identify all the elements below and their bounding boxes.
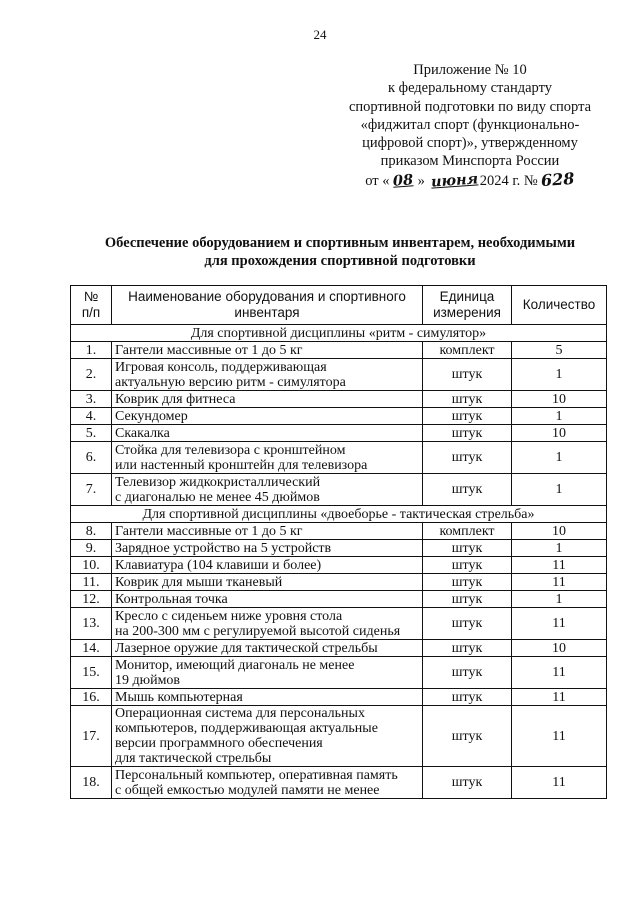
- item-name-line: на 200-300 мм с регулируемой высотой сиденья: [115, 623, 401, 639]
- item-unit: штук: [423, 706, 512, 767]
- item-unit: штук: [423, 442, 512, 474]
- handwritten-day: 08: [392, 171, 415, 190]
- item-unit: штук: [423, 408, 512, 425]
- title-line: для прохождения спортивной подготовки: [204, 253, 476, 269]
- item-name-line: компьютеров, поддерживающая актуальные: [115, 721, 378, 736]
- item-name-line: 19 дюймов: [115, 672, 181, 688]
- item-name-line: Телевизор жидкокристаллический: [115, 474, 321, 490]
- item-quantity: 10: [512, 640, 607, 657]
- item-name-line: или настенный кронштейн для телевизора: [115, 457, 368, 473]
- row-number: 12.: [71, 591, 112, 608]
- item-name-line: с диагональю не менее 45 дюймов: [115, 489, 320, 505]
- section-label: Для спортивной дисциплины «ритм - симулятор»: [71, 325, 607, 342]
- row-number: 6.: [71, 442, 112, 474]
- row-number: 1.: [71, 342, 112, 359]
- date-prefix: от «: [365, 172, 390, 189]
- item-name: [112, 391, 423, 408]
- table-row: [71, 474, 607, 506]
- row-number: 7.: [71, 474, 112, 506]
- year-text: 2024 г. №: [479, 172, 538, 189]
- item-unit: комплект: [423, 523, 512, 540]
- table-row: [71, 706, 607, 767]
- item-unit: штук: [423, 359, 512, 391]
- item-name: [112, 523, 423, 540]
- item-quantity: 1: [512, 408, 607, 425]
- item-name: [112, 706, 423, 767]
- row-number: 15.: [71, 657, 112, 689]
- appendix-line: «фиджитал спорт (функционально-: [360, 116, 580, 133]
- item-unit: штук: [423, 557, 512, 574]
- table-row: [71, 557, 607, 574]
- item-quantity: 1: [512, 442, 607, 474]
- item-unit: штук: [423, 391, 512, 408]
- row-number: 17.: [71, 706, 112, 767]
- item-name-line: Стойка для телевизора с кронштейном: [115, 442, 346, 458]
- item-name-line: Лазерное оружие для тактической стрельбы: [115, 640, 378, 656]
- item-quantity: 11: [512, 574, 607, 591]
- item-quantity: 11: [512, 557, 607, 574]
- date-mid: »: [417, 172, 425, 189]
- item-unit: штук: [423, 591, 512, 608]
- item-name: [112, 574, 423, 591]
- item-unit: штук: [423, 657, 512, 689]
- item-name-line: Секундомер: [115, 408, 188, 424]
- item-quantity: 11: [512, 706, 607, 767]
- row-number: 4.: [71, 408, 112, 425]
- item-name: [112, 591, 423, 608]
- table-row: [71, 359, 607, 391]
- item-name: [112, 608, 423, 640]
- table-row: [71, 574, 607, 591]
- item-name-line: Кресло с сиденьем ниже уровня стола: [115, 608, 343, 624]
- item-quantity: 10: [512, 391, 607, 408]
- item-name: [112, 640, 423, 657]
- row-number: 5.: [71, 425, 112, 442]
- item-name-line: Коврик для фитнеса: [115, 391, 236, 407]
- row-number: 10.: [71, 557, 112, 574]
- table-row: [71, 689, 607, 706]
- item-unit: штук: [423, 640, 512, 657]
- item-name-line: Клавиатура (104 клавиши и более): [115, 557, 322, 573]
- item-quantity: 1: [512, 474, 607, 506]
- item-unit: штук: [423, 540, 512, 557]
- handwritten-month: июня: [429, 170, 479, 191]
- item-name-line: Гантели массивные от 1 до 5 кг: [115, 342, 303, 358]
- item-name: [112, 442, 423, 474]
- appendix-line: к федеральному стандарту: [388, 80, 552, 97]
- row-number: 9.: [71, 540, 112, 557]
- item-unit: штук: [423, 608, 512, 640]
- item-name-line: Игровая консоль, поддерживающая: [115, 359, 327, 375]
- table-row: [71, 523, 607, 540]
- item-name-line: версии программного обеспечения: [115, 736, 323, 751]
- item-name-line: Коврик для мыши тканевый: [115, 574, 283, 590]
- table-row: [71, 425, 607, 442]
- item-name: [112, 408, 423, 425]
- table-row: [71, 767, 607, 799]
- row-number: 13.: [71, 608, 112, 640]
- item-unit: штук: [423, 574, 512, 591]
- item-name-line: Монитор, имеющий диагональ не менее: [115, 657, 355, 673]
- table-row: [71, 408, 607, 425]
- header-unit: Единица измерения: [423, 286, 512, 325]
- item-unit: штук: [423, 425, 512, 442]
- item-quantity: 1: [512, 540, 607, 557]
- section-label: Для спортивной дисциплины «двоеборье - тактическая стрельба»: [71, 506, 607, 523]
- header-num: № п/п: [71, 286, 112, 325]
- row-number: 18.: [71, 767, 112, 799]
- row-number: 11.: [71, 574, 112, 591]
- item-quantity: 10: [512, 523, 607, 540]
- item-name: [112, 425, 423, 442]
- section-row: [71, 506, 607, 523]
- item-quantity: 5: [512, 342, 607, 359]
- row-number: 8.: [71, 523, 112, 540]
- appendix-line: цифровой спорт)», утвержденному: [362, 135, 578, 152]
- item-name: [112, 540, 423, 557]
- header-name: Наименование оборудования и спортивного инвентаря: [112, 286, 423, 325]
- item-quantity: 11: [512, 689, 607, 706]
- item-name-line: Зарядное устройство на 5 устройств: [115, 540, 332, 556]
- item-quantity: 1: [512, 359, 607, 391]
- item-unit: штук: [423, 767, 512, 799]
- item-name: [112, 689, 423, 706]
- equipment-table: [70, 285, 607, 799]
- row-number: 3.: [71, 391, 112, 408]
- item-name-line: Операционная система для персональных: [115, 706, 365, 721]
- order-date-line: [340, 168, 600, 191]
- item-unit: комплект: [423, 342, 512, 359]
- item-name-line: Гантели массивные от 1 до 5 кг: [115, 523, 303, 539]
- item-quantity: 11: [512, 608, 607, 640]
- document-title: [40, 234, 640, 270]
- item-name: [112, 657, 423, 689]
- item-name: [112, 474, 423, 506]
- appendix-line: приказом Минспорта России: [380, 153, 560, 170]
- item-quantity: 11: [512, 767, 607, 799]
- item-quantity: 1: [512, 591, 607, 608]
- item-name-line: актуальную версию ритм - симулятора: [115, 374, 346, 390]
- table-row: [71, 657, 607, 689]
- item-name: [112, 342, 423, 359]
- item-name-line: Мышь компьютерная: [115, 689, 243, 705]
- table-row: [71, 640, 607, 657]
- item-quantity: 10: [512, 425, 607, 442]
- section-row: [71, 325, 607, 342]
- item-name-line: с общей емкостью модулей памяти не менее: [115, 782, 380, 798]
- title-line: Обеспечение оборудованием и спортивным инвентарем, необходимыми: [104, 235, 576, 251]
- row-number: 16.: [71, 689, 112, 706]
- row-number: 2.: [71, 359, 112, 391]
- table-header-row: [71, 286, 607, 325]
- item-name-line: Персональный компьютер, оперативная память: [115, 767, 398, 783]
- table-row: [71, 591, 607, 608]
- item-name-line: Контрольная точка: [115, 591, 228, 607]
- appendix-line: Приложение № 10: [413, 62, 527, 78]
- table-row: [71, 342, 607, 359]
- page-number: 24: [313, 27, 327, 42]
- table-row: [71, 608, 607, 640]
- table-row: [71, 540, 607, 557]
- handwritten-order-number: 628: [540, 168, 576, 190]
- appendix-header: [340, 61, 600, 190]
- item-name: [112, 557, 423, 574]
- row-number: 14.: [71, 640, 112, 657]
- item-unit: штук: [423, 474, 512, 506]
- item-unit: штук: [423, 689, 512, 706]
- item-name: [112, 767, 423, 799]
- header-qty: Количество: [512, 286, 607, 325]
- table-row: [71, 391, 607, 408]
- appendix-line: спортивной подготовки по виду спорта: [348, 98, 592, 115]
- item-quantity: 11: [512, 657, 607, 689]
- table-row: [71, 442, 607, 474]
- item-name-line: Скакалка: [115, 425, 170, 441]
- item-name-line: для тактической стрельбы: [115, 751, 272, 766]
- item-name: [112, 359, 423, 391]
